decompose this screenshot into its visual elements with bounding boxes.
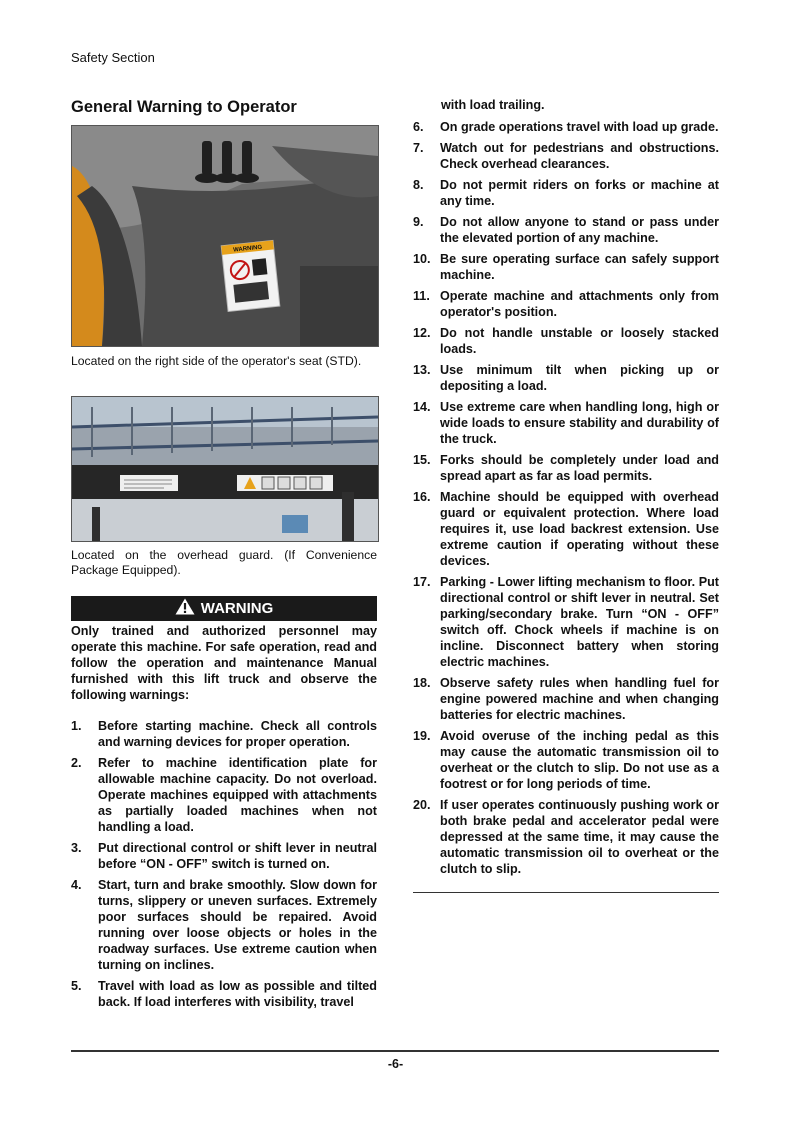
footer-rule xyxy=(71,1050,719,1052)
right-warning-list xyxy=(413,119,719,882)
list-item: 19. Avoid overuse of the inching pedal as this may cause the automatic transmission oil to overheat or the clutch to slip. Do not use as a footrest or for long periods of time. xyxy=(413,729,719,791)
list-item: 2. Refer to machine identification plate for allowable machine capacity. Do not overload. Operate machines equipped with attachments as partially loaded machines when not handling a load. xyxy=(71,756,377,834)
left-warning-list xyxy=(71,718,377,1015)
list-item: 8. Do not permit riders on forks or machine at any time. xyxy=(413,178,719,208)
list-item: 18. Observe safety rules when handling fuel for engine powered machine and when changing batteries for electric machines. xyxy=(413,676,719,722)
list-item: 5. Travel with load as low as possible and tilted back. If load interferes with visibility, travel xyxy=(71,979,377,1009)
list-item: 17. Parking - Lower lifting mechanism to floor. Put directional control or shift lever in neutral. Set parking/secondary brake. Turn “ON - OFF” switch off. Chock wheels if machine is on incline. Disconnect battery when storing electric machines. xyxy=(413,575,719,669)
list-item: 10. Be sure operating surface can safely support machine. xyxy=(413,252,719,282)
warning-triangle-icon xyxy=(175,598,195,619)
list-item: 14. Use extreme care when handling long, high or wide loads to ensure stability and durability of the truck. xyxy=(413,400,719,446)
list-item: 20. If user operates continuously pushing work or both brake pedal and accelerator pedal were depressed at the same time, it may cause the automatic transmission oil to overheat or the clutch to slip. xyxy=(413,798,719,876)
list-item: 7. Watch out for pedestrians and obstructions. Check overhead clearances. xyxy=(413,141,719,171)
list-item: 11. Operate machine and attachments only from operator's position. xyxy=(413,289,719,319)
section-title: General Warning to Operator xyxy=(71,98,297,116)
list-item: 16. Machine should be equipped with overhead guard or equivalent protection. Where load requires it, use load backrest extension. Use extreme caution if operating without these devices. xyxy=(413,490,719,568)
list-item: 3. Put directional control or shift lever in neutral before “ON - OFF” switch is turned on. xyxy=(71,841,377,871)
page-number: -6- xyxy=(387,1057,404,1071)
item5-continuation: with load trailing. xyxy=(441,98,545,112)
running-head: Safety Section xyxy=(71,50,155,65)
photo1-caption: Located on the right side of the operator's seat (STD). xyxy=(71,354,362,368)
warning-banner-label: WARNING xyxy=(200,600,274,617)
list-item: 15. Forks should be completely under load and spread apart as far as load permits. xyxy=(413,453,719,483)
list-item: 12. Do not handle unstable or loosely stacked loads. xyxy=(413,326,719,356)
warning-intro: Only trained and authorized personnel may operate this machine. For safe operation, read and follow the operation and maintenance Manual furnished with this lift truck and observe the following warnings: xyxy=(71,624,377,702)
list-item: 6. On grade operations travel with load up grade. xyxy=(413,120,719,134)
list-item: 9. Do not allow anyone to stand or pass under the elevated portion of any machine. xyxy=(413,215,719,245)
right-column-end-rule xyxy=(413,892,719,893)
list-item: 13. Use minimum tilt when picking up or depositing a load. xyxy=(413,363,719,393)
warning-banner xyxy=(71,596,377,621)
list-item: 4. Start, turn and brake smoothly. Slow down for turns, slippery or uneven surfaces. Extremely poor surfaces should be repaired. Avoid running over loose objects or holes in the roadway surfaces. Use extreme caution when turning on inclines. xyxy=(71,878,377,972)
overhead-guard-photo xyxy=(71,396,379,542)
decal-warning-label: WARNING xyxy=(232,244,263,254)
list-item: 1. Before starting machine. Check all controls and warning devices for proper operation. xyxy=(71,719,377,749)
photo2-caption: Located on the overhead guard. (If Convenience Package Equipped). xyxy=(71,548,377,577)
operator-seat-photo xyxy=(71,125,379,347)
